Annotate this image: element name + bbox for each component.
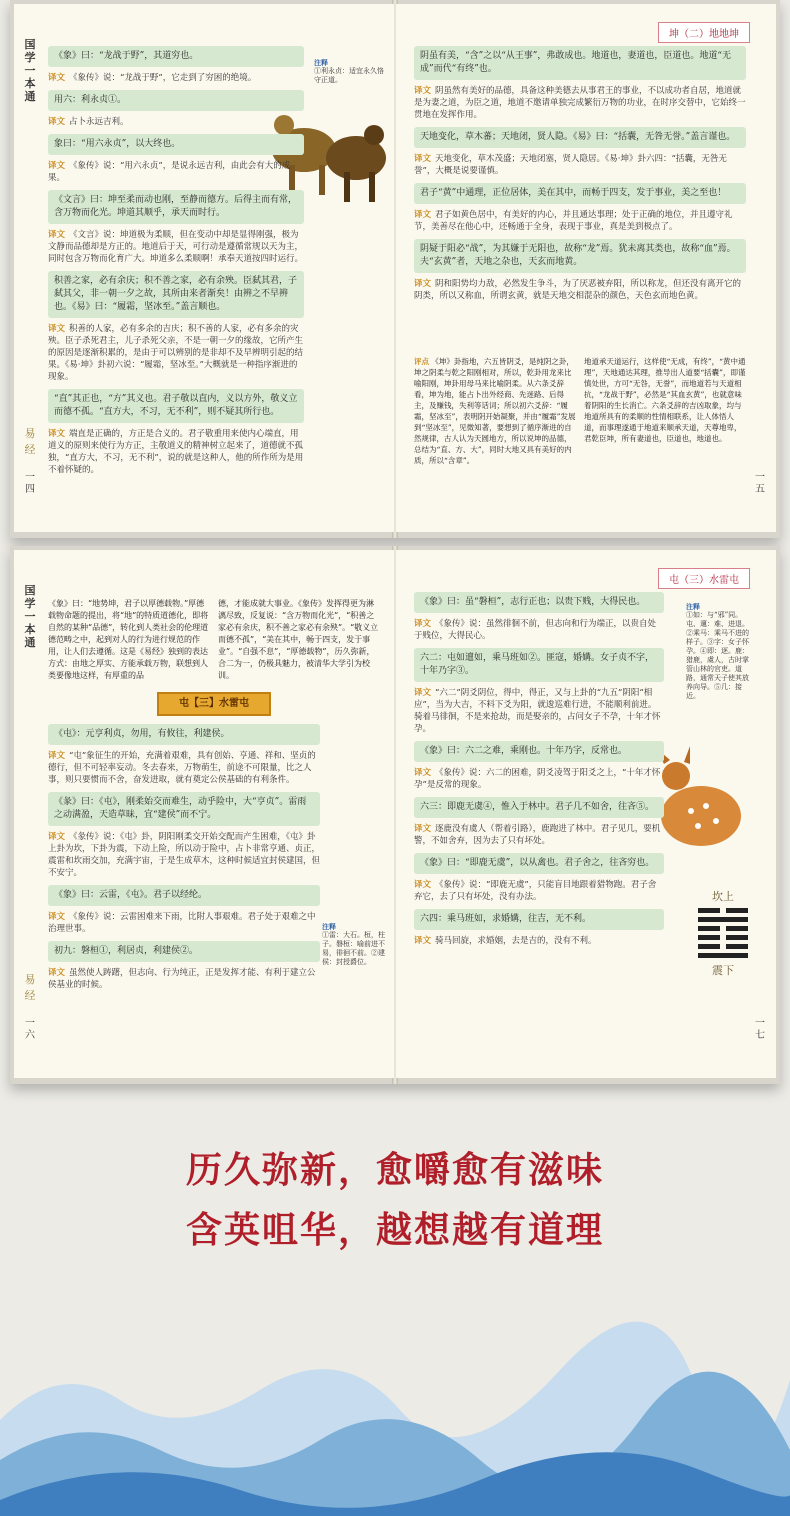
translation-text: 《象传》说：“龙战于野”，它走到了穷困的绝境。 [69,73,257,83]
intro-col-2: 德，才能成就大事业。《象传》发挥得更为淋漓尽致，反复说：“含万物而化光”，“积善之家必有余庆，积不善之家必有余殃”。“敬义立而德不孤”，“美在其中，畅于四支，发于事业”。“自强不息”，“厚德载物”，历久弥新，合二为一，仍极具魅力，被清华大学引为校训。 [218,599,379,680]
verse-box: 积善之家，必有余庆；积不善之家，必有余殃。臣弑其君，子弑其父，非一朝一夕之故，其所由来者渐矣！由辨之不早辨也。《易》曰：“履霜，坚冰至。”盖言顺也。 [48,271,304,318]
translation-text: 阴虽然有美好的品德，具备这种美德去从事君王的事业，不以成功者自居，地道就是为妻之道，为臣之道，地道不邀请单独完成繁衍万物的功业，在时序交替中，它始终一贯地在发挥作用。 [414,86,746,120]
translation-paragraph [414,935,664,947]
hexagram-lower-label: 震下 [712,964,734,977]
slogan-line-2: 含英咀华，越想越有道理 [185,1209,604,1251]
comment-text-left: 《坤》卦指地，六五皆阴爻，是纯阴之卦，坤之阴柔与乾之阳刚相对，所以，乾卦用龙来比喻阳刚，坤卦用母马来比喻阴柔。从六条爻辞看，坤为地，能占卜出外经商、先迷路、后得主，及赚钱，失利等话词；所以初六爻辞：“履霜，坚冰至”，表明阴开始凝聚，并由“履霜”发展到“坚冰至”，见微知著，要想到了循序渐进的自然规律，古人认为天圆地方，所以说坤的品德，总结为“直、方、大”，同时大地又具有美好的内质，所以“含章”。 [414,357,576,465]
verse-box: 阴疑于阳必“战”，为其嫌于无阳也，故称“龙”焉。犹未离其类也，故称“血”焉。夫“玄黄”者，天地之杂也，天玄而地黄。 [414,239,746,273]
verse-box: 《象》曰：虽“磐桓”，志行正也；以贵下贱，大得民也。 [414,592,664,613]
chapter-header: 坤（二）地地坤 [658,22,750,43]
translation-tag: 译文 [414,279,432,289]
page-15 [396,4,776,532]
translation-paragraph [48,116,304,128]
verse-box: 《屯》：元亨利贞，勿用，有攸往，利建侯。 [48,724,320,745]
annotation-note [686,602,752,701]
translation-paragraph [48,750,320,786]
page-14 [14,4,394,532]
page-17 [396,550,776,1078]
page-content [414,46,746,308]
note-title: 注释 [686,602,700,611]
translation-tag: 译文 [414,210,432,220]
verse-box: 《象》曰：六二之难，乘刚也。十年乃字，反常也。 [414,741,664,762]
translation-tag: 译文 [414,768,432,778]
translation-tag: 译文 [48,161,66,171]
translation-tag: 译文 [414,936,432,946]
verse-box: 六三：即鹿无虞④，惟入于林中。君子几不如舍，往吝⑤。 [414,797,664,818]
translation-text: 逐鹿没有虞人（帮着引路），鹿跑进了林中。君子见几，要机警，不如舍弃，因为去了只有坏处。 [414,824,661,846]
translation-tag: 译文 [414,880,432,890]
commentary [414,356,746,466]
translation-paragraph [48,229,304,265]
translation-paragraph [414,767,664,791]
translation-tag: 译文 [48,429,66,439]
page-content [414,592,664,953]
verse-box: 天地变化，草木蕃；天地闭，贤人隐。《易》曰：“括囊，无咎无誉。”盖言谨也。 [414,127,746,148]
translation-text: 占卜永远吉利。 [69,117,129,127]
translation-tag: 译文 [414,619,432,629]
note-text: ①利永贞：适宜永久恪守正道。 [314,67,384,84]
translation-text: 《文言》说：坤道极为柔顺，但在变动中却是显得刚强，极为文静而品德却是方正的。地道后于天，可行动是遵循常规以天为主，同时包含万物而化育广大。坤道多么柔顺啊！承奉天道按四时运行。 [48,230,304,264]
book-spread-2 [10,546,780,1084]
translation-text: 端直是正确的，方正是合义的。君子敬重用来使内心端直，用道义的原则来使行为方正，主敬道义的精神树立起来了，道德就不孤独，“直方大，不习，无不利”，说的就是这种人，他的所作所为是用不着怀疑的。 [48,429,304,475]
verse-box: “直”其正也，“方”其义也。君子敬以直内，义以方外，敬义立而德不孤。“直方大，不习，无不利”，则不疑其所行也。 [48,389,304,423]
translation-paragraph [48,911,320,935]
hexagram-text [48,724,320,991]
translation-paragraph [414,823,664,847]
page-number: 一五 [755,472,765,495]
translation-paragraph [414,687,664,735]
translation-paragraph [414,278,746,302]
translation-paragraph [414,153,746,177]
translation-text: 君子如黄色居中，有美好的内心，并且通达事理；处于正确的地位，并且遵守礼节，美善尽在他心中，还畅通于全身，表现于事业，真是美到极点了。 [414,210,733,232]
translation-tag: 译文 [414,688,432,698]
translation-tag: 译文 [414,824,432,834]
translation-paragraph [414,618,664,642]
comment-text-right: 地道承天道运行，这样使“无成，有终”，“黄中通理”，天地通达其理，推导出人道要“括囊”，即谨慎处世，方可“无咎，无誉”，而地道若与天道相抗，“龙战于野”，必然是“其血玄黄”，也就意味着阴阳的生长消亡。六条爻辞的吉凶取象，均与地道所具有的柔顺的性情相联系，让人体悟人道，而事理遂通于地道来顺承天道，天尊地卑，君乾臣坤，所有妻道也，臣道也，地道也。 [584,357,746,443]
translation-tag: 译文 [48,751,66,761]
translation-paragraph [48,160,304,184]
verse-box: 阴虽有美，“含”之以“从王事”，弗敢成也。地道也，妻道也，臣道也。地道“无成”而代“有终”也。 [414,46,746,80]
book-spread-1 [10,0,780,538]
verse-box: 《彖》曰：《屯》，刚柔始交而难生，动乎险中，大“亨贞”。雷雨之动满盈，天造草昧，宜“建侯”而不宁。 [48,792,320,826]
hexagram-upper-label: 坎上 [712,890,734,903]
translation-paragraph [48,967,320,991]
translation-text: 《彖传》说：《屯》卦，阴阳刚柔交开始交配而产生困难，《屯》卦上卦为坎，下卦为震，下动上险，所以动于险中，占卜非常亨通、贞正，震雷和坎雨交加，充满宇宙，于是生成草木，这种时候适宜封侯建国，但不安宁。 [48,832,321,878]
page-number: 一四 [25,472,35,495]
translation-tag: 译文 [48,832,66,842]
verse-box: 《象》曰：云雷，《屯》。君子以经纶。 [48,885,320,906]
note-title: 注释 [322,922,336,931]
verse-box: 《象》曰：“即鹿无虞”，以从禽也。君子舍之，往吝穷也。 [414,853,664,874]
translation-tag: 译文 [414,154,432,164]
verse-box: 用六：利永贞①。 [48,90,304,111]
hexagram-symbol [698,888,748,978]
verse-box: 初九：磐桓①，利居贞，利建侯②。 [48,941,320,962]
translation-text: 《象传》说：云雷困难来下雨，比附人事艰难。君子处于艰难之中治理世事。 [48,912,316,934]
translation-paragraph [48,323,304,383]
translation-paragraph [414,209,746,233]
translation-tag: 译文 [48,117,66,127]
intro-columns [48,598,380,682]
translation-paragraph [48,428,304,476]
translation-text: 《象传》说：“即鹿无虞”，只能盲目地跟着猎物跑。君子舍弃它，去了只有坏处，没有办法。 [414,880,657,902]
page-content [48,46,304,482]
verse-box: 《象》曰：“龙战于野”，其道穷也。 [48,46,304,67]
note-title: 注释 [314,58,328,67]
verse-box: 君子“黄”中通理，正位居体，美在其中，而畅于四支，发于事业，美之至也！ [414,183,746,204]
translation-text: 积善的人家，必有多余的吉庆；积不善的人家，必有多余的灾殃。臣子杀死君主，儿子杀死父亲，不是一朝一夕的缘故，它所产生的原因是逐渐积累的，是由于可以辨别的是非却不及早辨明引起的结果。《易·坤》卦初六说：“履霜，坚冰至。”大概就是一种指序渐进的现象。 [48,324,304,382]
page-number: 一七 [755,1018,765,1041]
chapter-header: 屯（三）水雷屯 [658,568,750,589]
translation-text: 《象传》说：“用六永贞”，是说永远吉利，由此会有大的成果。 [48,161,291,183]
translation-paragraph [414,85,746,121]
translation-tag: 译文 [48,912,66,922]
translation-text: “六二”阴爻阴位，得中，得正，又与上卦的“九五”阴阳“相应”，当为大吉，不料下爻为阳，就逡巡难行进，不能顺利前进。骑着马徘徊，不是来抢劫，而是娶亲的，占问女子不孕，十年才怀孕。 [414,688,661,734]
translation-paragraph [48,831,320,879]
verse-box: 六二：屯如邅如，乘马班如②。匪寇，婚媾。女子贞不字，十年乃字③。 [414,648,664,682]
translation-text: “屯”象征生的开始，充满着艰难，具有创始、亨通、祥和、坚贞的德行，但不可轻率妄动。冬去春来，万物萌生，前途不可限量，比之人事，则只要惯而不舍，奋发进取，就有奠定公侯基础的有利条件。 [48,751,316,785]
translation-tag: 译文 [48,324,66,334]
annotation-note [314,58,384,85]
page-number: 一六 [25,1018,35,1041]
translation-text: 《象传》说：六二的困难，阴爻凌驾于阳爻之上，“十年才怀孕”是反常的现象。 [414,768,661,790]
hexagram-banner: 屯【三】水雷屯 [157,692,271,716]
verse-box: 象曰：“用六永贞”，以大终也。 [48,134,304,155]
side-book-name: 易经 [24,427,36,456]
translation-paragraph [48,72,304,84]
translation-text: 虽然使人踌躇，但志向、行为纯正，正是发挥才能、有利于建立公侯基业的时候。 [48,968,316,990]
slogan-line-1: 历久弥新，愈嚼愈有滋味 [185,1149,604,1191]
verse-box: 《文言》曰：坤至柔而动也刚，至静而德方。后得主而有常，含万物而化光。坤道其顺乎，承天而时行。 [48,190,304,224]
translation-text: 天地变化，草木茂盛；天地闭塞，贤人隐居。《易·坤》卦六四：“括囊，无咎无誉”，大概是说要谨慎。 [414,154,727,176]
page-16 [14,550,394,1078]
side-book-name: 易经 [24,973,36,1002]
annotation-note [322,922,386,967]
mountain-landscape [0,1300,790,1516]
translation-text: 《象传》说：虽然徘徊不前，但志向和行为端正，以贵自处于贱位，大得民心。 [414,619,657,641]
comment-tag: 评点 [414,357,429,366]
translation-paragraph [414,879,664,903]
translation-tag: 译文 [48,230,66,240]
translation-text: 骑马回旋，求婚姻，去是吉的，没有不利。 [435,936,597,946]
intro-col-1: 《象》曰：“地势坤，君子以厚德载物。”厚德载物命题的提出，将“地”的特质道德化，即将自然的某种“品德”，转化到人类社会的伦理道德范畴之中，起到对人的行为进行规范的作用，让人们去遵循。这是《易经》独到的表达方式：由地之厚实、方能承载万物，联想到人类要像地这样，有厚重的品 [48,599,209,680]
note-text: ①如：与“邪”同。屯、邅：难、进退。②乘马：乘马不进的样子。③字：女子怀孕。④即：逐。鹿：猎鹿，虞人，古时掌管山林的官吏。道路，通常天子使其放养向导。⑤几：接近。 [686,611,749,700]
translation-tag: 译文 [48,73,66,83]
note-text: ①雷：大石。桓，柱子。磐桓：喻前进不易，徘徊不前。②建侯：封授爵位。 [322,931,385,966]
side-title: 国学一本通 [24,584,36,649]
verse-box: 六四：乘马班如，求婚媾，往吉，无不利。 [414,909,664,930]
side-title: 国学一本通 [24,38,36,103]
translation-text: 阴和阳势均力敌，必然发生争斗，为了厌恶被弃阳，所以称龙，但还没有离开它的阴类，所以又称血，所谓玄黄，就是天地交相混杂的颜色，天色玄而地色黄。 [414,279,742,301]
translation-tag: 译文 [414,86,432,96]
translation-tag: 译文 [48,968,66,978]
